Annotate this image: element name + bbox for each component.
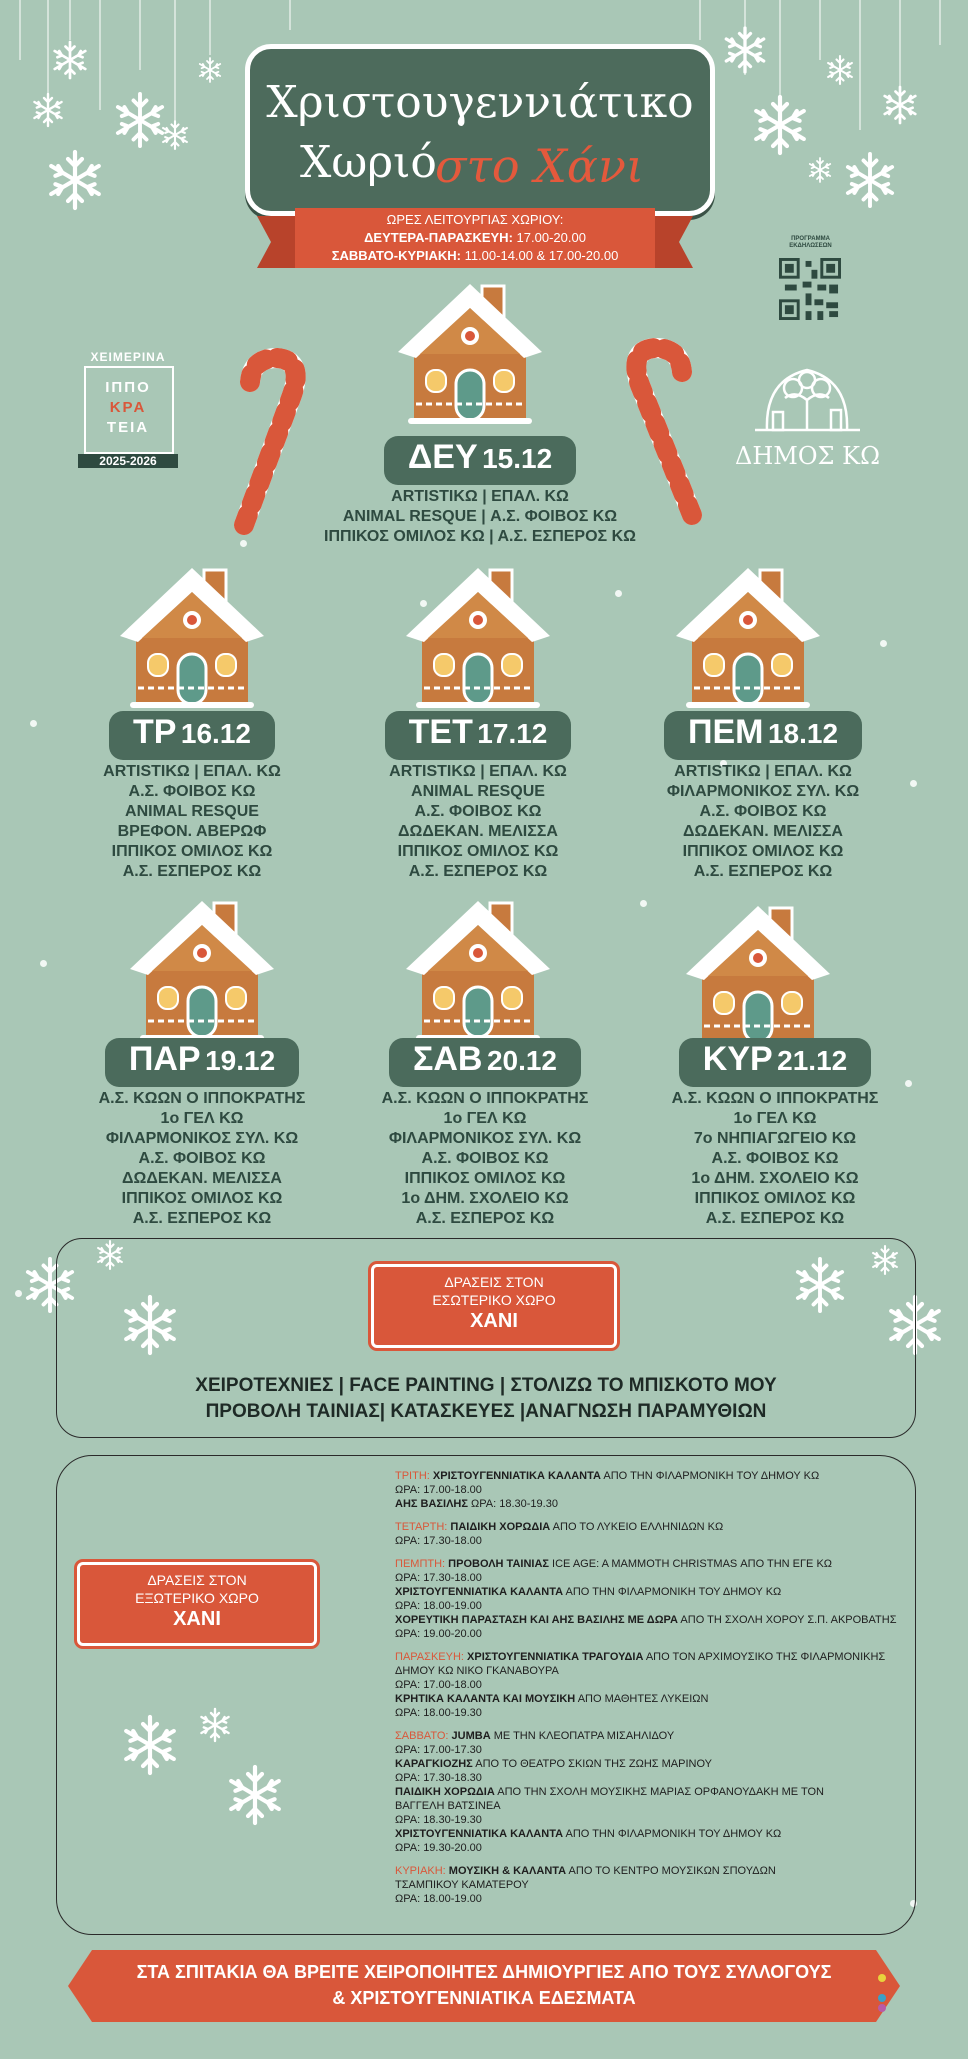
schedule-line: ΩΡΑ: 18.30-19.30 [395, 1814, 482, 1826]
schedule-line: ΩΡΑ: 17.00-18.00 [395, 1679, 482, 1691]
day-item: Α.Σ. ΕΣΠΕΡΟΣ ΚΩ [415, 1210, 555, 1227]
day-item: ΙΠΠΙΚΟΣ ΟΜΙΛΟΣ ΚΩ [111, 843, 273, 860]
inner-activities-line2: ΠΡΟΒΟΛΗ ΤΑΙΝΙΑΣ| ΚΑΤΑΣΚΕΥΕΣ |ΑΝΑΓΝΩΣΗ ΠΑΡΑΜΥΘΙΩΝ [205, 1401, 767, 1422]
schedule-line: ΩΡΑ: 18.00-19.30 [395, 1707, 482, 1719]
day-item: Α.Σ. ΦΟΙΒΟΣ ΚΩ [128, 783, 256, 800]
day-item: Α.Σ. ΕΣΠΕΡΟΣ ΚΩ [705, 1210, 845, 1227]
day-item: Α.Σ. ΚΩΩΝ Ο ΙΠΠΟΚΡΑΤΗΣ [98, 1090, 306, 1107]
day-item: 1ο ΓΕΛ ΚΩ [443, 1110, 527, 1127]
day-item: 1ο ΔΗΜ. ΣΧΟΛΕΙΟ ΚΩ [401, 1190, 569, 1207]
footer-line2: & ΧΡΙΣΤΟΥΓΕΝΝΙΑΤΙΚΑ ΕΔΕΣΜΑΤΑ [332, 1988, 636, 2008]
day-card-sat [335, 1038, 635, 1229]
schedule-line: ΧΡΙΣΤΟΥΓΕΝΝΙΑΤΙΚΑ ΚΑΛΑΝΤΑ ΑΠΟ ΤΗΝ ΦΙΛΑΡΜΟΝΙΚΗ ΤΟΥ ΔΗΜΟΥ ΚΩ [395, 1586, 782, 1598]
day-item: ANIMAL RESQUE | Α.Σ. ΦΟΙΒΟΣ ΚΩ [342, 508, 618, 525]
day-item: 7ο ΝΗΠΙΑΓΩΓΕΙΟ ΚΩ [693, 1130, 857, 1147]
day-card-mon [270, 436, 690, 547]
schedule-line: ΧΡΙΣΤΟΥΓΕΝΝΙΑΤΙΚΑ ΚΑΛΑΝΤΑ ΑΠΟ ΤΗΝ ΦΙΛΑΡΜΟΝΙΚΗ ΤΟΥ ΔΗΜΟΥ ΚΩ [395, 1828, 782, 1840]
hours-weekend: ΣΑΒΒΑΤΟ-ΚΥΡΙΑΚΗ: 11.00-14.00 & 17.00-20.00 [331, 248, 619, 263]
schedule-line: ΩΡΑ: 19.30-20.00 [395, 1842, 482, 1854]
day-item: ΒΡΕΦΟΝ. ΑΒΕΡΩΦ [117, 823, 267, 840]
day-label: ΚΥΡ 21.12 [679, 1038, 871, 1087]
day-card-fri [52, 1038, 352, 1229]
schedule-line: ΣΑΒΒΑΤΟ: JUMBA ΜΕ ΤΗΝ ΚΛΕΟΠΑΤΡΑ ΜΙΣΑΗΛΙΔΟΥ [395, 1730, 675, 1742]
schedule-line: ΧΟΡΕΥΤΙΚΗ ΠΑΡΑΣΤΑΣΗ ΚΑΙ ΑΗΣ ΒΑΣΙΛΗΣ ΜΕ ΔΩΡΑ ΑΠΟ ΤΗ ΣΧΟΛΗ ΧΟΡΟΥ Σ.Π. ΑΚΡΟΒΑΤΗΣ [395, 1614, 897, 1626]
day-item: Α.Σ. ΕΣΠΕΡΟΣ ΚΩ [122, 863, 262, 880]
plane-tree-icon [735, 360, 880, 438]
gingerbread-house-5 [122, 895, 282, 1045]
schedule-line: ΠΕΜΠΤΗ: ΠΡΟΒΟΛΗ ΤΑΙΝΙΑΣ ICE AGE: A MAMMOTH CHRISTMAS ΑΠΟ ΤΗΝ ΕΓΕ ΚΩ [395, 1558, 833, 1570]
day-item: ΔΩΔΕΚΑΝ. ΜΕΛΙΣΣΑ [122, 1170, 282, 1187]
qr-code[interactable] [773, 236, 848, 326]
schedule-line: ΩΡΑ: 17.30-18.30 [395, 1772, 482, 1784]
day-item: Α.Σ. ΚΩΩΝ Ο ΙΠΠΟΚΡΑΤΗΣ [671, 1090, 879, 1107]
day-item: 1ο ΔΗΜ. ΣΧΟΛΕΙΟ ΚΩ [691, 1170, 859, 1187]
day-item: Α.Σ. ΚΩΩΝ Ο ΙΠΠΟΚΡΑΤΗΣ [381, 1090, 589, 1107]
schedule-line: ΚΑΡΑΓΚΙΟΖΗΣ ΑΠΟ ΤΟ ΘΕΑΤΡΟ ΣΚΙΩΝ ΤΗΣ ΖΩΗΣ ΜΑΡΙΝΟΥ [395, 1758, 713, 1770]
day-item: ΔΩΔΕΚΑΝ. ΜΕΛΙΣΣΑ [683, 823, 843, 840]
day-item: ΦΙΛΑΡΜΟΝΙΚΟΣ ΣΥΛ. ΚΩ [666, 783, 860, 800]
day-item: ARTISTIKΩ | ΕΠΑΛ. ΚΩ [103, 763, 281, 780]
day-label: ΠΕΜ 18.12 [664, 711, 862, 760]
day-item: Α.Σ. ΦΟΙΒΟΣ ΚΩ [421, 1150, 549, 1167]
outer-activities-sign: ΔΡΑΣΕΙΣ ΣΤΟΝ ΕΞΩΤΕΡΙΚΟ ΧΩΡΟ ΧΑΝΙ [77, 1562, 317, 1646]
day-item: 1ο ΓΕΛ ΚΩ [733, 1110, 817, 1127]
title-line2: Χωριό [300, 137, 437, 188]
title-line1: Χριστουγεννιάτικο [266, 77, 694, 128]
dimos-kos-logo [735, 360, 880, 470]
day-item: ΦΙΛΑΡΜΟΝΙΚΟΣ ΣΥΛ. ΚΩ [388, 1130, 582, 1147]
gingerbread-house-7 [678, 900, 838, 1050]
day-item: Α.Σ. ΕΣΠΕΡΟΣ ΚΩ [408, 863, 548, 880]
day-item: Α.Σ. ΦΟΙΒΟΣ ΚΩ [711, 1150, 839, 1167]
schedule-line: ΒΑΓΓΕΛΗ ΒΑΤΣΙΝΕΑ [395, 1800, 501, 1812]
inner-activities-line1: ΧΕΙΡΟΤΕΧΝΙΕΣ | FACE PAINTING | ΣΤΟΛΙΖΩ ΤΟ ΜΠΙΣΚΟΤΟ ΜΟΥ [195, 1375, 777, 1396]
schedule-line: ΔΗΜΟΥ ΚΩ ΝΙΚΟ ΓΚΑΝΑΒΟΥΡΑ [395, 1665, 559, 1677]
outer-activities-box [56, 1455, 916, 1935]
day-item: Α.Σ. ΦΟΙΒΟΣ ΚΩ [414, 803, 542, 820]
day-item: ΙΠΠΙΚΟΣ ΟΜΙΛΟΣ ΚΩ [121, 1190, 283, 1207]
schedule-line: ΩΡΑ: 17.30-18.00 [395, 1572, 482, 1584]
day-item: ΔΩΔΕΚΑΝ. ΜΕΛΙΣΣΑ [398, 823, 558, 840]
gingerbread-house-1 [390, 278, 550, 428]
schedule-line: ΩΡΑ: 19.00-20.00 [395, 1628, 482, 1640]
qr-label: ΠΡΟΓΡΑΜΜΑ ΕΚΔΗΛΩΣΕΩΝ [789, 236, 832, 249]
day-label: ΣΑΒ 20.12 [389, 1038, 581, 1087]
title-highlight: στο Χάνι [435, 139, 644, 193]
title-board [245, 44, 715, 216]
schedule-line: ΩΡΑ: 17.00-18.00 [395, 1484, 482, 1496]
hours-ribbon [295, 208, 655, 268]
hours-weekdays: ΔΕΥΤΕΡΑ-ΠΑΡΑΣΚΕΥΗ: 17.00-20.00 [364, 230, 586, 245]
schedule-line: ΩΡΑ: 17.00-17.30 [395, 1744, 482, 1756]
schedule-line: ΤΕΤΑΡΤΗ: ΠΑΙΔΙΚΗ ΧΟΡΩΔΙΑ ΑΠΟ ΤΟ ΛΥΚΕΙΟ ΕΛΛΗΝΙΔΩΝ ΚΩ [395, 1521, 724, 1533]
schedule-line: ΩΡΑ: 17.30-18.00 [395, 1535, 482, 1547]
day-label: ΤΡ 16.12 [109, 711, 275, 760]
day-item: 1ο ΓΕΛ ΚΩ [160, 1110, 244, 1127]
color-dots-icon [876, 1972, 888, 2012]
schedule-line: ΤΡΙΤΗ: ΧΡΙΣΤΟΥΓΕΝΝΙΑΤΙΚΑ ΚΑΛΑΝΤΑ ΑΠΟ ΤΗΝ ΦΙΛΑΡΜΟΝΙΚΗ ΤΟΥ ΔΗΜΟΥ ΚΩ [395, 1470, 820, 1482]
day-item: ΦΙΛΑΡΜΟΝΙΚΟΣ ΣΥΛ. ΚΩ [105, 1130, 299, 1147]
footer-line1: ΣΤΑ ΣΠΙΤΑΚΙΑ ΘΑ ΒΡΕΙΤΕ ΧΕΙΡΟΠΟΙΗΤΕΣ ΔΗΜΙΟΥΡΓΙΕΣ ΑΠΟ ΤΟΥΣ ΣΥΛΛΟΓΟΥΣ [136, 1962, 832, 1982]
schedule-line: ΠΑΡΑΣΚΕΥΗ: ΧΡΙΣΤΟΥΓΕΝΝΙΑΤΙΚΑ ΤΡΑΓΟΥΔΙΑ ΑΠΟ ΤΟΝ ΑΡΧΙΜΟΥΣΙΚΟ ΤΗΣ ΦΙΛΑΡΜΟΝΙΚΗΣ [395, 1651, 886, 1663]
day-item: Α.Σ. ΦΟΙΒΟΣ ΚΩ [138, 1150, 266, 1167]
qr-code-icon [779, 258, 841, 320]
gingerbread-house-3 [398, 562, 558, 712]
day-label: ΔΕΥ 15.12 [384, 436, 576, 485]
day-item: ANIMAL RESQUE [411, 783, 545, 800]
inner-activities-sign: ΔΡΑΣΕΙΣ ΣΤΟΝ ΕΣΩΤΕΡΙΚΟ ΧΩΡΟ ΧΑΝΙ [371, 1264, 617, 1348]
schedule-line: ΚΡΗΤΙΚΑ ΚΑΛΑΝΤΑ ΚΑΙ ΜΟΥΣΙΚΗ ΑΠΟ ΜΑΘΗΤΕΣ ΛΥΚΕΙΩΝ [395, 1693, 709, 1705]
hours-heading: ΩΡΕΣ ΛΕΙΤΟΥΡΓΙΑΣ ΧΩΡΙΟΥ: [386, 212, 564, 227]
gingerbread-house-6 [398, 895, 558, 1045]
day-item: ΙΠΠΙΚΟΣ ΟΜΙΛΟΣ ΚΩ [397, 843, 559, 860]
footer-ribbon [92, 1950, 876, 2022]
day-item: ARTISTIKΩ | ΕΠΑΛ. ΚΩ [391, 488, 569, 505]
schedule-line: ΚΥΡΙΑΚΗ: ΜΟΥΣΙΚΗ & ΚΑΛΑΝΤΑ ΑΠΟ ΤΟ ΚΕΝΤΡΟ ΜΟΥΣΙΚΩΝ ΣΠΟΥΔΩΝ [395, 1865, 776, 1877]
gingerbread-house-2 [112, 562, 272, 712]
day-item: ΙΠΠΙΚΟΣ ΟΜΙΛΟΣ ΚΩ [694, 1190, 856, 1207]
xeimerina-years: 2025-2026 [78, 454, 178, 468]
xeimerina-logo [78, 350, 178, 468]
gingerbread-house-4 [668, 562, 828, 712]
xeimerina-grid: ΙΠΠΟ ΚΡΑ ΤΕΙΑ [105, 379, 151, 436]
day-card-tue [52, 711, 332, 882]
schedule-line: ΩΡΑ: 18.00-19.00 [395, 1600, 482, 1612]
schedule-line: ΩΡΑ: 18.00-19.00 [395, 1893, 482, 1905]
day-card-sun [625, 1038, 925, 1229]
day-item: ARTISTIKΩ | ΕΠΑΛ. ΚΩ [389, 763, 567, 780]
day-label: ΠΑΡ 19.12 [105, 1038, 299, 1087]
xeimerina-label: ΧΕΙΜΕΡΙΝΑ [90, 350, 166, 364]
day-item: ANIMAL RESQUE [125, 803, 259, 820]
schedule-line: ΑΗΣ ΒΑΣΙΛΗΣ ΩΡΑ: 18.30-19.30 [395, 1498, 558, 1510]
day-item: Α.Σ. ΕΣΠΕΡΟΣ ΚΩ [693, 863, 833, 880]
day-card-wed [338, 711, 618, 882]
day-item: Α.Σ. ΕΣΠΕΡΟΣ ΚΩ [132, 1210, 272, 1227]
day-item: ΙΠΠΙΚΟΣ ΟΜΙΛΟΣ ΚΩ | Α.Σ. ΕΣΠΕΡΟΣ ΚΩ [324, 528, 636, 545]
day-item: Α.Σ. ΦΟΙΒΟΣ ΚΩ [699, 803, 827, 820]
day-card-thu [618, 711, 908, 882]
dimos-kos-label: ΔΗΜΟΣ ΚΩ [735, 442, 880, 470]
day-label: ΤΕΤ 17.12 [385, 711, 572, 760]
inner-activities-box [56, 1238, 916, 1438]
day-item: ΙΠΠΙΚΟΣ ΟΜΙΛΟΣ ΚΩ [404, 1170, 566, 1187]
day-item: ΙΠΠΙΚΟΣ ΟΜΙΛΟΣ ΚΩ [682, 843, 844, 860]
schedule-line: ΤΣΑΜΠΙΚΟΥ ΚΑΜΑΤΕΡΟΥ [395, 1879, 529, 1891]
day-item: ARTISTIKΩ | ΕΠΑΛ. ΚΩ [674, 763, 852, 780]
schedule-line: ΠΑΙΔΙΚΗ ΧΟΡΩΔΙΑ ΑΠΟ ΤΗΝ ΣΧΟΛΗ ΜΟΥΣΙΚΗΣ ΜΑΡΙΑΣ ΟΡΦΑΝΟΥΔΑΚΗ ΜΕ ΤΟΝ [395, 1786, 824, 1798]
